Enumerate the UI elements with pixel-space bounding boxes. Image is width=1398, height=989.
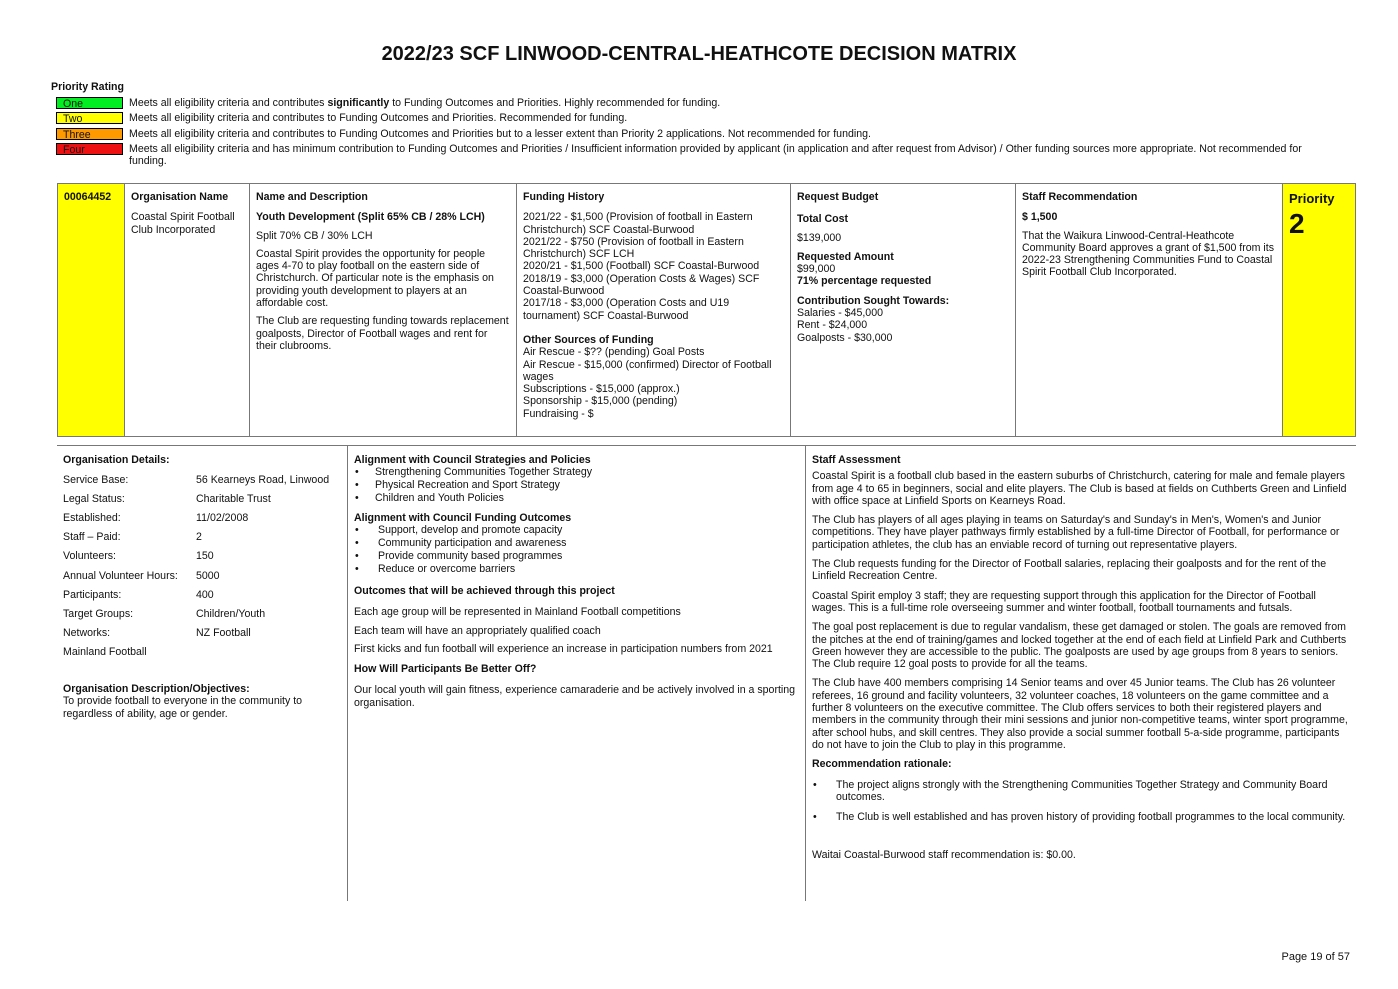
- assessment-paragraph: The Club has players of all ages playing in teams on Saturday's and Sunday's in Men's, Women's and Junior competitions. They have player pathways firmly established by a full-time Director of Football, for performance or participation athletes, the club has an enviable record of turning out representative players.: [812, 514, 1340, 551]
- outcome-achieved-item: Each age group will be represented in Mainland Football competitions: [354, 606, 681, 619]
- detail-key: Service Base:: [63, 473, 129, 486]
- list-item: • Community participation and awareness: [354, 537, 799, 550]
- detail-value: 5000: [196, 569, 220, 582]
- detail-row: [63, 624, 341, 643]
- waitai-recommendation: Waitai Coastal-Burwood staff recommendation is: $0.00.: [812, 849, 1076, 862]
- organisation-name-header: Organisation Name: [131, 191, 229, 203]
- legend-swatch-two: Two: [56, 112, 123, 124]
- detail-row: [63, 547, 341, 566]
- staff-assessment-header: Staff Assessment: [812, 454, 901, 466]
- legend-row-three: [56, 128, 1316, 140]
- detail-value: Charitable Trust: [196, 492, 271, 505]
- requested-amount-label: Requested Amount: [797, 250, 894, 263]
- project-description-2: The Club are requesting funding towards replacement goalposts, Director of Football wages and rent for their clubrooms.: [256, 315, 509, 352]
- outcome-achieved-item: Each team will have an appropriately qualified coach: [354, 624, 601, 637]
- funding-history-cell: [517, 184, 791, 436]
- assessment-paragraph: The Club requests funding for the Director of Football salaries, replacing their goalposts and for the rent of the Linfield Recreation Centre.: [812, 558, 1327, 583]
- legend-text-four: Meets all eligibility criteria and has minimum contribution to Funding Outcomes and Priorities / Insufficient information provided by applicant (in application and after request from Advisor) / Other funding sources more appropriate. Not recommended for funding.: [129, 142, 1302, 168]
- detail-value: 56 Kearneys Road, Linwood: [196, 473, 330, 486]
- list-item: • Physical Recreation and Sport Strategy: [354, 479, 799, 492]
- outcome-achieved-item: First kicks and fun football will experience an increase in participation numbers from 2021: [354, 642, 773, 655]
- staff-assessment-panel: [806, 446, 1356, 901]
- rationale-list: [812, 779, 1350, 824]
- legend-swatch-three: Three: [56, 128, 123, 140]
- detail-value: 11/02/2008: [196, 512, 249, 525]
- legend-text-one-before: Meets all eligibility criteria and contributes: [129, 97, 328, 109]
- staff-recommendation-cell: [1016, 184, 1283, 436]
- rationale-header: Recommendation rationale:: [812, 758, 952, 771]
- list-item: • Support, develop and promote capacity: [354, 524, 799, 537]
- funding-history-item: 2020/21 - $1,500 (Football) SCF Coastal-Burwood: [523, 260, 760, 273]
- legend-swatch-one: One: [56, 97, 123, 109]
- legend-row-two: [56, 112, 1316, 124]
- other-source-item: Fundraising - $: [523, 407, 594, 420]
- assessment-paragraph: Coastal Spirit employ 3 staff; they are requesting support through this application for the Director of Football wages. This is a full-time role overseeing summer and winter football, football tournaments and futsals.: [812, 589, 1316, 614]
- strategies-header: Alignment with Council Strategies and Policies: [354, 454, 591, 466]
- staff-recommendation-amount: $ 1,500: [1022, 211, 1058, 224]
- staff-recommendation-text: That the Waikura Linwood-Central-Heathcote Community Board approves a grant of $1,500 from its 2022-23 Strengthening Communities Fund to Coastal Spirit Football Club Incorporated.: [1022, 229, 1275, 279]
- detail-key: Staff – Paid:: [63, 531, 121, 544]
- funding-outcomes-header: Alignment with Council Funding Outcomes: [354, 512, 572, 525]
- project-description-1: Coastal Spirit provides the opportunity for people ages 4-70 to play football on the eastern side of Christchurch. Of particular note is the emphasis on providing youth development to players at an affordable cost.: [256, 247, 494, 310]
- priority-header: Priority: [1289, 191, 1335, 206]
- assessment-paragraph: The goal post replacement is due to regular vandalism, these get damaged or stolen. The goals are removed from the pitches at the end of training/games and locked together at the end of each field at Linfield Park and Cuthberts Green however they are accessible to the public. The goalposts are used by age groups from 8 years to seniors. The Club require 12 goal posts to provide for all the teams.: [812, 621, 1347, 671]
- other-source-item: Air Rescue - $?? (pending) Goal Posts: [523, 346, 705, 359]
- detail-row: [63, 489, 341, 508]
- other-sources-header: Other Sources of Funding: [523, 333, 654, 346]
- legend-text-one-after: to Funding Outcomes and Priorities. Highly recommended for funding.: [389, 97, 721, 109]
- list-item: • Reduce or overcome barriers: [354, 563, 799, 576]
- detail-row: [63, 605, 341, 624]
- project-split: Split 70% CB / 30% LCH: [256, 229, 373, 242]
- detail-row: [63, 528, 341, 547]
- priority-value: 2: [1289, 208, 1305, 239]
- list-item: • The project aligns strongly with the Strengthening Communities Together Strategy and Community Board outcomes.: [812, 779, 1350, 804]
- total-cost-label: Total Cost: [797, 213, 849, 226]
- legend-swatch-four: Four: [56, 143, 123, 155]
- detail-key: Mainland Football: [63, 646, 147, 659]
- list-item: • The Club is well established and has proven history of providing football programmes to the local community.: [812, 811, 1350, 823]
- detail-value: 150: [196, 550, 214, 563]
- application-id-cell: [58, 184, 125, 436]
- detail-key: Annual Volunteer Hours:: [63, 569, 178, 582]
- list-item: • Provide community based programmes: [354, 550, 799, 563]
- organisation-name-cell: [125, 184, 250, 436]
- requested-amount-value: $99,000: [797, 263, 836, 276]
- legend-row-four: [56, 143, 1316, 168]
- total-cost-value: $139,000: [797, 231, 842, 244]
- organisation-name: Coastal Spirit Football Club Incorporated: [131, 211, 235, 236]
- legend-text-one: [123, 97, 720, 109]
- page-number: Page 19 of 57: [1281, 951, 1350, 963]
- funding-history-item: 2018/19 - $3,000 (Operation Costs & Wages) SCF Coastal-Burwood: [523, 272, 760, 298]
- contribution-sought-item: Rent - $24,000: [797, 319, 868, 332]
- detail-row: [63, 509, 341, 528]
- assessment-paragraph: Coastal Spirit is a football club based in the eastern suburbs of Christchurch, catering for male and female players from age 4 to 65 in beginners, social and elite players. The Club is based at fields on Cuthberts Green and Linfield with office space at Linfield Sports on Kearneys Road.: [812, 470, 1347, 507]
- application-id: 00064452: [64, 191, 112, 203]
- funding-history-header: Funding History: [523, 191, 605, 203]
- contribution-sought-item: Goalposts - $30,000: [797, 331, 893, 344]
- list-item: • Children and Youth Policies: [354, 492, 799, 505]
- detail-key: Participants:: [63, 588, 122, 601]
- detail-key: Networks:: [63, 627, 111, 640]
- other-source-item: Subscriptions - $15,000 (approx.): [523, 383, 680, 396]
- name-description-cell: [250, 184, 517, 436]
- project-title: Youth Development (Split 65% CB / 28% LCH): [256, 211, 485, 224]
- assessment-paragraph: The Club have 400 members comprising 14 Senior teams and over 45 Junior teams. The Club has 26 volunteer referees, 16 ground and facility volunteers, 32 volunteer coaches, 18 volunteers on the game committee and a further 8 volunteers on the executive committee. The Club offers services to both their registered players and members in the community through their mini sessions and junior non-competitive teams, winter sport programme, after school hubs, and skill centres. They also provide a social summer football 5-a-side programme, participants do not have to join the Club to play in this programme.: [812, 677, 1348, 751]
- detail-key: Target Groups:: [63, 608, 134, 621]
- outcomes-achieved-header: Outcomes that will be achieved through this project: [354, 584, 615, 597]
- name-description-header: Name and Description: [256, 191, 368, 203]
- better-off-header: How Will Participants Be Better Off?: [354, 663, 537, 676]
- organisation-description-header: Organisation Description/Objectives:: [63, 683, 250, 696]
- staff-recommendation-header: Staff Recommendation: [1022, 191, 1138, 203]
- request-budget-header: Request Budget: [797, 191, 879, 203]
- legend-text-two: Meets all eligibility criteria and contributes to Funding Outcomes and Priorities. Recommended for funding.: [129, 112, 628, 125]
- detail-value: 400: [196, 588, 214, 601]
- contribution-sought-label: Contribution Sought Towards:: [797, 294, 950, 307]
- legend-text-three: Meets all eligibility criteria and contributes to Funding Outcomes and Priorities but to a lesser extent than Priority 2 applications. Not recommended for funding.: [129, 127, 871, 140]
- contribution-sought-item: Salaries - $45,000: [797, 307, 883, 320]
- detail-row: [63, 585, 341, 604]
- detail-value: 2: [196, 531, 202, 544]
- funding-history-item: 2021/22 - $1,500 (Provision of football in Eastern Christchurch) SCF Coastal-Burwood: [523, 211, 753, 236]
- organisation-description-text: To provide football to everyone in the community to regardless of ability, age or gender.: [63, 695, 303, 720]
- details-section: [57, 445, 1356, 901]
- priority-cell: [1283, 184, 1355, 436]
- detail-row: [63, 566, 341, 585]
- page-title: 2022/23 SCF LINWOOD-CENTRAL-HEATHCOTE DECISION MATRIX: [381, 43, 1017, 65]
- legend-text-one-emphasis: significantly: [327, 97, 390, 109]
- request-budget-cell: [791, 184, 1016, 436]
- funding-history-item: 2017/18 - $3,000 (Operation Costs and U19 tournament) SCF Coastal-Burwood: [523, 297, 730, 322]
- list-item: • Strengthening Communities Together Strategy: [354, 466, 799, 479]
- funding-outcomes-list: [354, 524, 799, 576]
- better-off-text: Our local youth will gain fitness, experience camaraderie and be actively involved in a sporting organisation.: [354, 684, 796, 709]
- detail-value: NZ Football: [196, 627, 251, 640]
- organisation-details-panel: [57, 446, 348, 901]
- detail-row: [63, 470, 341, 489]
- organisation-details-header: Organisation Details:: [63, 454, 170, 466]
- legend-row-one: [56, 97, 1316, 109]
- strategies-list: [354, 466, 799, 505]
- detail-row: [63, 643, 341, 662]
- other-source-item: Sponsorship - $15,000 (pending): [523, 395, 678, 408]
- funding-history-item: 2021/22 - $750 (Provision of football in Eastern Christchurch) SCF LCH: [523, 235, 744, 261]
- other-source-item: Air Rescue - $15,000 (confirmed) Director of Football wages: [523, 358, 772, 383]
- percentage-requested: 71% percentage requested: [797, 275, 932, 288]
- priority-rating-label: Priority Rating: [51, 81, 124, 93]
- decision-matrix-row: [57, 183, 1356, 437]
- alignment-panel: [348, 446, 806, 901]
- detail-key: Volunteers:: [63, 550, 117, 563]
- detail-key: Legal Status:: [63, 492, 125, 505]
- priority-legend: [56, 97, 1316, 170]
- detail-key: Established:: [63, 512, 121, 525]
- detail-value: Children/Youth: [196, 608, 266, 621]
